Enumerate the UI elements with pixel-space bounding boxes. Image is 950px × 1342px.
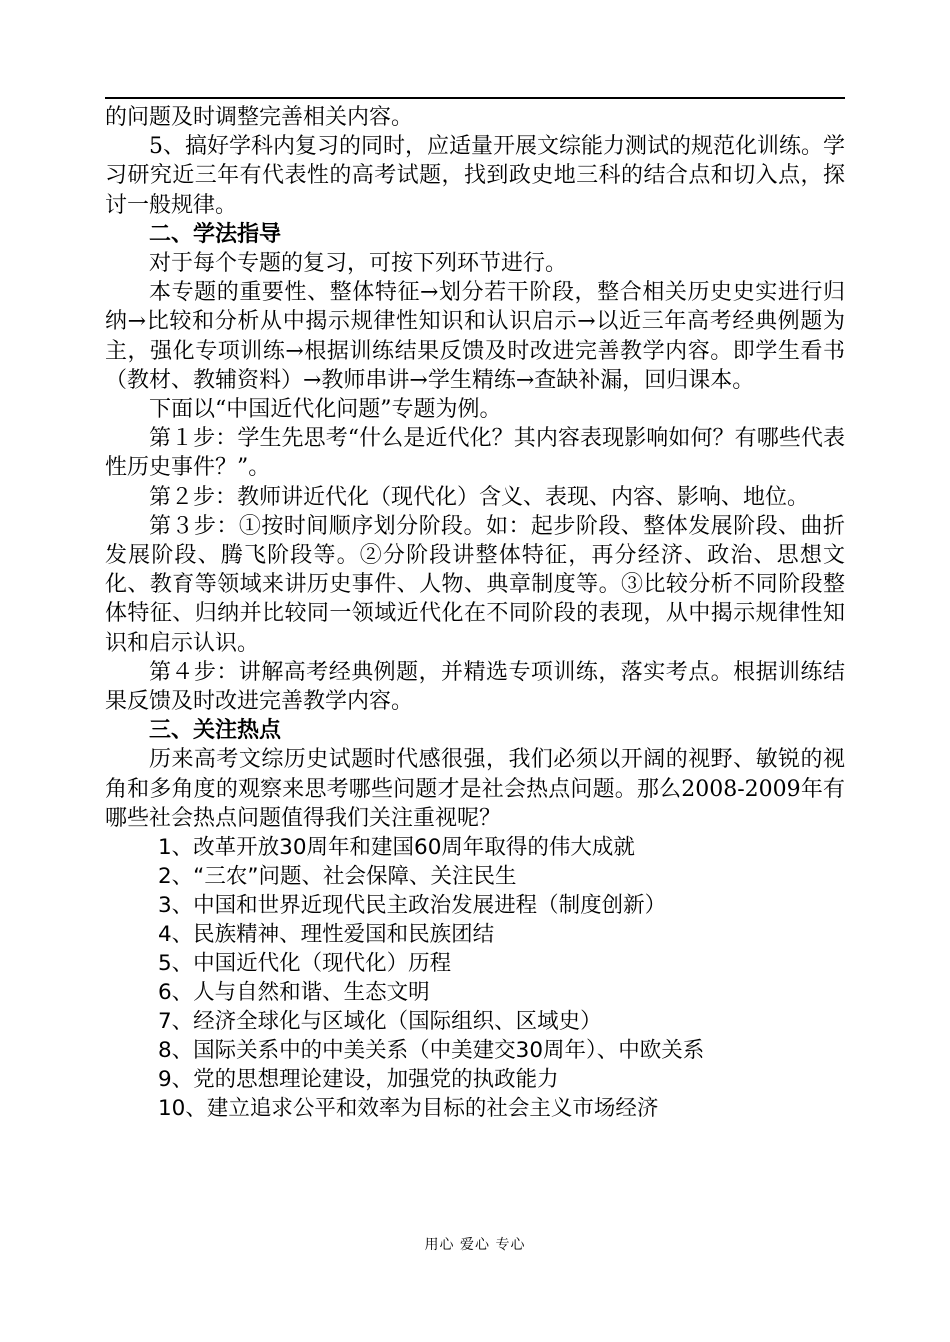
list-item: 2、“三农”问题、社会保障、关注民生 xyxy=(158,864,517,890)
paragraph-step-4: 第４步：讲解高考经典例题，并精选专项训练，落实考点。根据训练结果反馈及时改进完善教学内容。 xyxy=(105,659,845,715)
paragraph-step-2: 第２步：教师讲近代化（现代化）含义、表现、内容、影响、地位。 xyxy=(149,484,810,510)
hot-topics-list xyxy=(105,833,845,1123)
section-heading-study-methods: 二、学法指导 xyxy=(149,221,282,247)
list-item: 6、人与自然和谐、生态文明 xyxy=(158,980,430,1006)
list-item: 1、改革开放30周年和建国60周年取得的伟大成就 xyxy=(158,835,635,861)
list-item: 5、中国近代化（现代化）历程 xyxy=(158,951,452,977)
paragraph-continuation: 的问题及时调整完善相关内容。 xyxy=(105,105,414,130)
paragraph-step-3: 第３步：①按时间顺序划分阶段。如：起步阶段、整体发展阶段、曲折发展阶段、腾飞阶段等。②分阶段讲整体特征，再分经济、政治、思想文化、教育等领域来讲历史事件、人物、典章制度等。③比较分析不同阶段整体特征、归纳并比较同一领域近代化在不同阶段的表现，从中揭示规律性知识和启示认识。 xyxy=(105,513,845,656)
section-heading-hot-topics: 三、关注热点 xyxy=(149,718,282,744)
list-item: 8、国际关系中的中美关系（中美建交30周年）、中欧关系 xyxy=(158,1038,705,1064)
list-item: 7、经济全球化与区域化（国际组织、区域史） xyxy=(158,1009,602,1035)
list-item: 10、建立追求公平和效率为目标的社会主义市场经济 xyxy=(158,1096,659,1122)
paragraph-study-intro: 对于每个专题的复习，可按下列环节进行。 xyxy=(149,251,568,277)
paragraph-study-flow: 本专题的重要性、整体特征→划分若干阶段，整合相关历史史实进行归纳→比较和分析从中揭示规律性知识和认识启示→以近三年高考经典例题为主，强化专项训练→根据训练结果反馈及时改进完善教学内容。即学生看书（教材、教辅资料）→教师串讲→学生精练→查缺补漏，回归课本。 xyxy=(105,280,845,393)
paragraph-example-intro: 下面以“中国近代化问题”专题为例。 xyxy=(149,397,502,423)
header-rule xyxy=(105,97,845,99)
document-body xyxy=(105,103,845,1123)
paragraph-hot-topics-intro: 历来高考文综历史试题时代感很强，我们必须以开阔的视野、敏锐的视角和多角度的观察来思考哪些问题才是社会热点问题。那么2008-2009年有哪些社会热点问题值得我们关注重视呢？ xyxy=(105,747,845,831)
paragraph-step-1: 第１步：学生先思考“什么是近代化？其内容表现影响如何？有哪些代表性历史事件？”。 xyxy=(105,426,845,481)
paragraph-item-5: 5、搞好学科内复习的同时，应适量开展文综能力测试的规范化训练。学习研究近三年有代表性的高考试题，找到政史地三科的结合点和切入点，探讨一般规律。 xyxy=(105,134,845,218)
page-footer: 用心 爱心 专心 xyxy=(424,1237,526,1253)
list-item: 4、民族精神、理性爱国和民族团结 xyxy=(158,922,495,948)
list-item: 9、党的思想理论建设，加强党的执政能力 xyxy=(158,1067,559,1093)
list-item: 3、中国和世界近现代民主政治发展进程（制度创新） xyxy=(158,893,667,919)
